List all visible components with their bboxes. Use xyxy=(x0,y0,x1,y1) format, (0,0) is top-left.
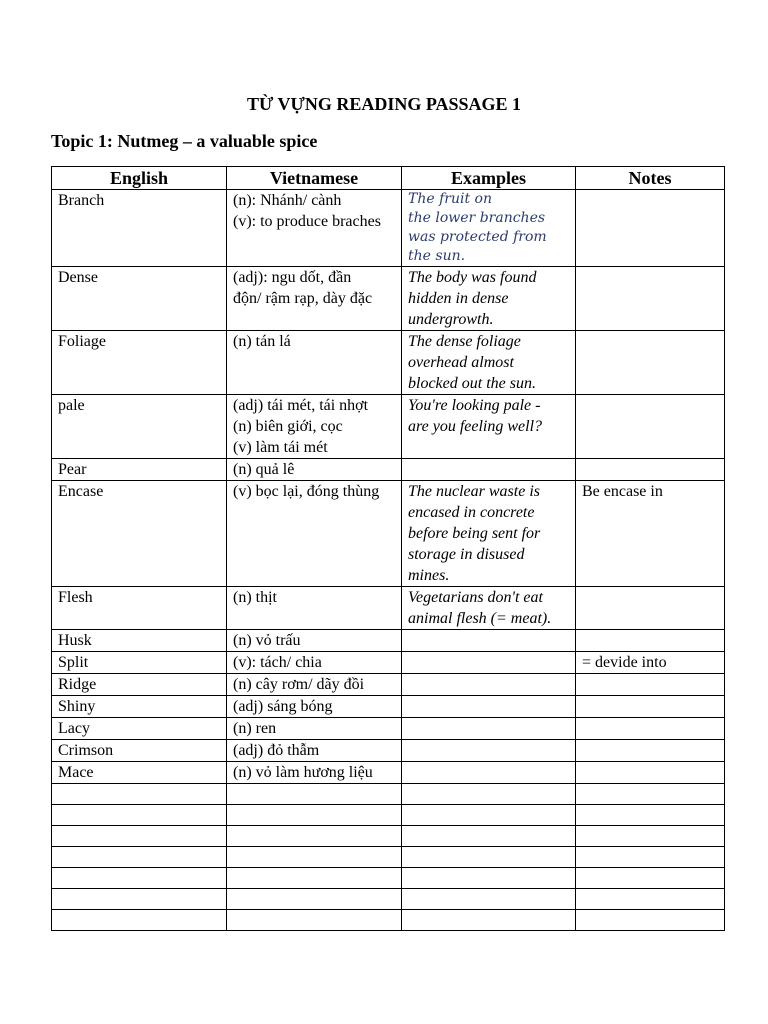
vietnamese-line: (adj) đỏ thẫm xyxy=(233,742,320,759)
vocabulary-table xyxy=(51,166,725,931)
blank-cell xyxy=(402,910,576,931)
table-row xyxy=(52,652,725,674)
example-sentence xyxy=(402,674,576,696)
example-line: Vegetarians don't eat xyxy=(408,589,543,606)
blank-row xyxy=(52,889,725,910)
vietnamese-line: (n) vỏ làm hương liệu xyxy=(233,764,373,781)
notes-cell: Be encase in xyxy=(576,481,725,587)
vietnamese-meaning xyxy=(227,459,402,481)
blank-cell xyxy=(576,826,725,847)
header-english: English xyxy=(52,167,227,190)
notes-cell xyxy=(576,696,725,718)
blank-cell xyxy=(227,805,402,826)
example-sentence xyxy=(402,630,576,652)
blank-cell xyxy=(402,868,576,889)
example-sentence xyxy=(402,267,576,331)
vietnamese-line: (n) ren xyxy=(233,720,277,737)
blank-cell xyxy=(576,889,725,910)
example-sentence xyxy=(402,696,576,718)
blank-cell xyxy=(227,889,402,910)
blank-row xyxy=(52,805,725,826)
vietnamese-meaning xyxy=(227,652,402,674)
vietnamese-meaning xyxy=(227,267,402,331)
vietnamese-meaning xyxy=(227,587,402,630)
table-row xyxy=(52,740,725,762)
example-line: The nuclear waste is xyxy=(408,483,540,500)
blank-cell xyxy=(576,784,725,805)
notes-cell xyxy=(576,630,725,652)
vietnamese-meaning xyxy=(227,674,402,696)
table-row xyxy=(52,696,725,718)
blank-cell xyxy=(576,847,725,868)
blank-cell xyxy=(227,826,402,847)
example-sentence xyxy=(402,740,576,762)
english-word: Shiny xyxy=(52,696,227,718)
header-vietnamese: Vietnamese xyxy=(227,167,402,190)
vietnamese-line: (n) tán lá xyxy=(233,333,291,350)
table-header-row xyxy=(52,167,725,190)
english-word: Foliage xyxy=(52,331,227,395)
vietnamese-meaning xyxy=(227,331,402,395)
vietnamese-meaning xyxy=(227,481,402,587)
vietnamese-meaning xyxy=(227,696,402,718)
blank-cell xyxy=(52,805,227,826)
example-sentence xyxy=(402,459,576,481)
blank-cell xyxy=(227,847,402,868)
vietnamese-meaning xyxy=(227,718,402,740)
example-line: the lower branches xyxy=(408,210,546,226)
notes-cell xyxy=(576,762,725,784)
blank-cell xyxy=(52,847,227,868)
blank-cell xyxy=(576,805,725,826)
blank-row xyxy=(52,784,725,805)
english-word: Ridge xyxy=(52,674,227,696)
example-line: The body was found xyxy=(408,269,537,286)
table-row xyxy=(52,395,725,459)
vietnamese-line: độn/ rậm rạp, dày đặc xyxy=(233,290,373,307)
table-row xyxy=(52,630,725,652)
table-row xyxy=(52,331,725,395)
notes-cell xyxy=(576,587,725,630)
blank-cell xyxy=(52,868,227,889)
blank-cell xyxy=(576,910,725,931)
example-line: was protected from xyxy=(408,229,547,245)
vietnamese-meaning xyxy=(227,740,402,762)
vietnamese-line: (n) cây rơm/ dãy đồi xyxy=(233,676,365,693)
vietnamese-line: (adj) sáng bóng xyxy=(233,698,333,715)
vietnamese-line: (n) vỏ trấu xyxy=(233,632,301,649)
vietnamese-line: (n) biên giới, cọc xyxy=(233,418,343,435)
english-word: Mace xyxy=(52,762,227,784)
notes-cell xyxy=(576,740,725,762)
example-line: encased in concrete xyxy=(408,504,535,521)
notes-cell xyxy=(576,267,725,331)
table-row xyxy=(52,459,725,481)
blank-cell xyxy=(402,826,576,847)
notes-cell xyxy=(576,674,725,696)
vietnamese-line: (v): to produce braches xyxy=(233,213,381,230)
vietnamese-meaning xyxy=(227,395,402,459)
example-line: blocked out the sun. xyxy=(408,375,536,392)
blank-cell xyxy=(402,847,576,868)
table-row xyxy=(52,587,725,630)
page-title: TỪ VỰNG READING PASSAGE 1 xyxy=(246,94,522,114)
blank-cell xyxy=(402,784,576,805)
notes-cell xyxy=(576,331,725,395)
english-word: Branch xyxy=(52,190,227,267)
english-word: pale xyxy=(52,395,227,459)
english-word: Crimson xyxy=(52,740,227,762)
blank-cell xyxy=(52,889,227,910)
example-line: mines. xyxy=(408,567,450,584)
example-line: animal flesh (= meat). xyxy=(408,610,552,627)
example-line: the sun. xyxy=(408,248,466,264)
example-sentence xyxy=(402,652,576,674)
example-line: before being sent for xyxy=(408,525,541,542)
english-word: Encase xyxy=(52,481,227,587)
blank-row xyxy=(52,868,725,889)
vietnamese-line: (v) bọc lại, đóng thùng xyxy=(233,483,380,500)
notes-cell xyxy=(576,459,725,481)
example-sentence xyxy=(402,762,576,784)
table-row xyxy=(52,267,725,331)
blank-cell xyxy=(52,826,227,847)
english-word: Flesh xyxy=(52,587,227,630)
example-sentence xyxy=(402,395,576,459)
english-word: Pear xyxy=(52,459,227,481)
english-word: Lacy xyxy=(52,718,227,740)
example-line: storage in disused xyxy=(408,546,525,563)
example-line: hidden in dense xyxy=(408,290,509,307)
vietnamese-meaning xyxy=(227,630,402,652)
vietnamese-line: (v) làm tái mét xyxy=(233,439,328,456)
table-row xyxy=(52,718,725,740)
vietnamese-line: (adj): ngu dốt, đần xyxy=(233,269,352,286)
vietnamese-meaning xyxy=(227,762,402,784)
blank-row xyxy=(52,847,725,868)
blank-cell xyxy=(52,784,227,805)
example-line: overhead almost xyxy=(408,354,514,371)
example-sentence xyxy=(402,331,576,395)
blank-cell xyxy=(227,784,402,805)
example-sentence xyxy=(402,587,576,630)
vietnamese-line: (v): tách/ chia xyxy=(233,654,322,671)
vietnamese-meaning xyxy=(227,190,402,267)
blank-row xyxy=(52,826,725,847)
example-line: The fruit on xyxy=(408,191,492,207)
header-notes: Notes xyxy=(576,167,725,190)
vietnamese-line: (n) quả lê xyxy=(233,461,295,478)
example-sentence xyxy=(402,718,576,740)
blank-cell xyxy=(52,910,227,931)
notes-cell: = devide into xyxy=(576,652,725,674)
blank-cell xyxy=(227,910,402,931)
example-line: You're looking pale - xyxy=(408,397,541,414)
example-sentence xyxy=(402,190,576,267)
notes-cell xyxy=(576,395,725,459)
table-body xyxy=(52,190,725,931)
blank-cell xyxy=(576,868,725,889)
blank-row xyxy=(52,910,725,931)
blank-cell xyxy=(227,868,402,889)
notes-cell xyxy=(576,190,725,267)
example-sentence xyxy=(402,481,576,587)
table-row xyxy=(52,762,725,784)
vietnamese-line: (n): Nhánh/ cành xyxy=(233,192,342,209)
example-line: are you feeling well? xyxy=(408,418,543,435)
table-row xyxy=(52,481,725,587)
header-examples: Examples xyxy=(402,167,576,190)
table-row xyxy=(52,674,725,696)
blank-cell xyxy=(402,805,576,826)
blank-cell xyxy=(402,889,576,910)
topic-heading: Topic 1: Nutmeg – a valuable spice xyxy=(51,131,318,151)
english-word: Split xyxy=(52,652,227,674)
table-row xyxy=(52,190,725,267)
vietnamese-line: (adj) tái mét, tái nhợt xyxy=(233,397,369,414)
english-word: Dense xyxy=(52,267,227,331)
english-word: Husk xyxy=(52,630,227,652)
example-line: The dense foliage xyxy=(408,333,521,350)
vietnamese-line: (n) thịt xyxy=(233,589,277,606)
example-line: undergrowth. xyxy=(408,311,494,328)
notes-cell xyxy=(576,718,725,740)
